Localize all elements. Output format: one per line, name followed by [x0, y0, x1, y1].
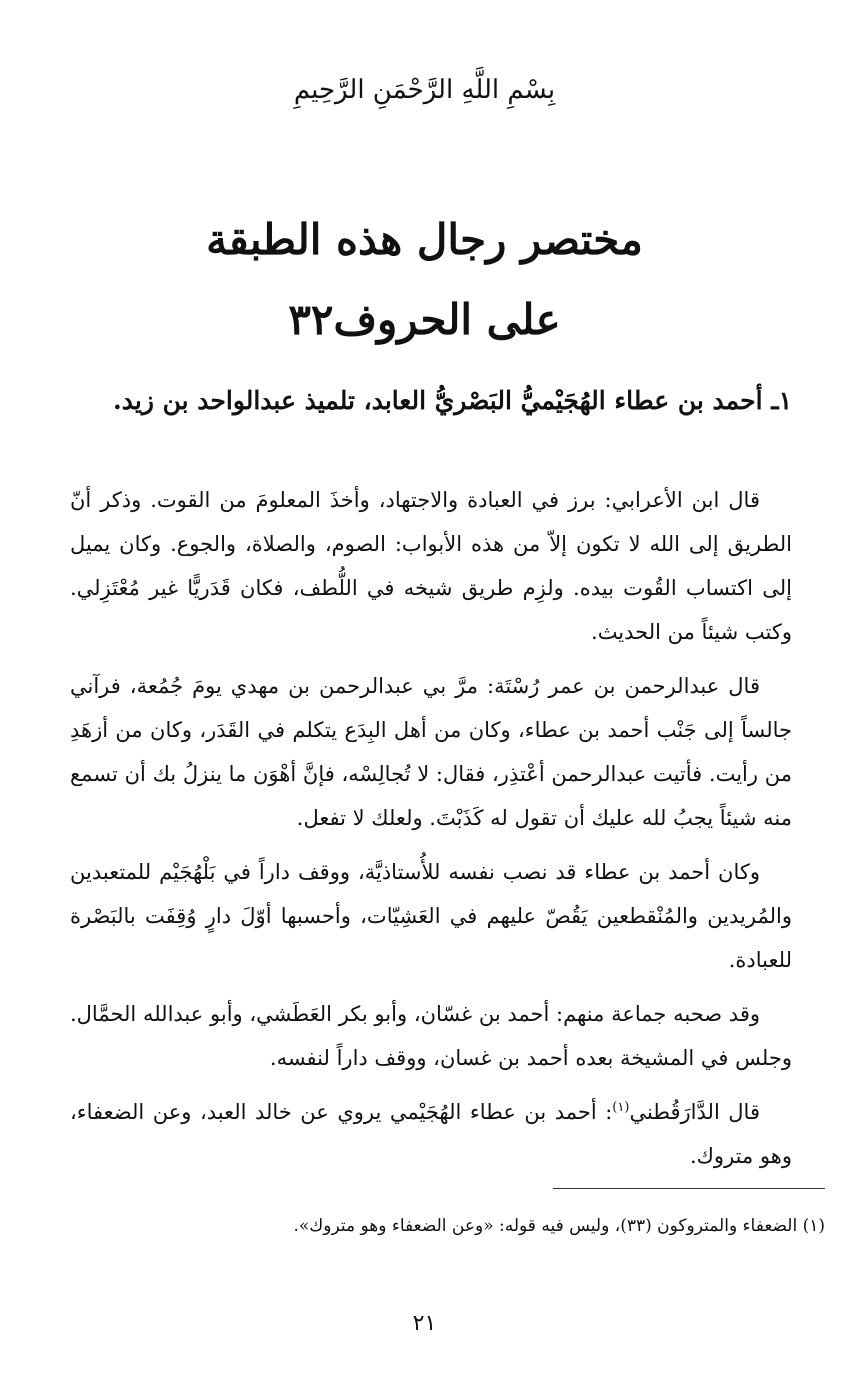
page-number: ٢١: [412, 1311, 437, 1336]
chapter-title-line-1: مختصر رجال هذه الطبقة: [206, 215, 643, 264]
paragraph-5-rest: : أحمد بن عطاء الهُجَيْمي يروي عن خالد العبد، وعن الضعفاء، وهو متروك.: [70, 1100, 792, 1168]
chapter-title-line-2: على الحروف٣٢: [288, 295, 561, 344]
paragraph-3: وكان أحمد بن عطاء قد نصب نفسه للأُستاذيَّة، ووقف داراً في بَلْهُجَيْم للمتعبدين والمُريدين والمُنْقطعين يَقُصّ عليهم في العَشِيّات، وأحسبها أوّلَ دارٍ وُقِفَت بالبَصْرة للعبادة.: [70, 860, 792, 972]
paragraph-1: قال ابن الأعرابي: برز في العبادة والاجتهاد، وأخذَ المعلومَ من القوت. وذكر أنّ الطريق إلى الله لا تكون إلاّ من هذه الأبواب: الصوم، والصلاة، والجوع. وكان يميل إلى اكتساب القُوت بيده. ولزِم طريق شيخه في اللُّطف، فكان قَدَريًّا غير مُعْتَزِلي. وكتب شيئاً من الحديث.: [70, 488, 792, 644]
body-text: [70, 478, 792, 1188]
footnote-separator: [553, 1188, 825, 1189]
paragraph-4: وقد صحبه جماعة منهم: أحمد بن غسّان، وأبو بكر العَطَشي، وأبو عبدالله الحمَّال. وجلس في المشيخة بعده أحمد بن غسان، ووقف داراً لنفسه.: [70, 1002, 792, 1070]
footnote: (١) الضعفاء والمتروكون (٣٣)، وليس فيه قوله: «وعن الضعفاء وهو متروك».: [293, 1216, 825, 1236]
footnote-reference: (١): [612, 1100, 630, 1115]
paragraph-2: قال عبدالرحمن بن عمر رُسْتَة: مرَّ بي عبدالرحمن بن مهدي يومَ جُمُعة، فرآني جالساً إلى جَنْب أحمد بن عطاء، وكان من أهل البِدَع يتكلم في القَدَر، وكان من أزهَدِ من رأيت. فأتيت عبدالرحمن أعْتذِر، فقال: لا تُجالِسْه، فإنَّ أهْوَن ما ينزلُ بك أن تسمع منه شيئاً يجبُ لله عليك أن تقول له كَذَبْتَ. ولعلك لا تفعل.: [70, 674, 792, 830]
basmala-heading: بِسْمِ اللَّهِ الرَّحْمَنِ الرَّحِيمِ: [293, 75, 556, 105]
paragraph-5-lead: قال الدَّارَقُطني: [629, 1100, 760, 1124]
paragraph-5: [70, 1090, 792, 1178]
entry-heading: ١ـ أحمد بن عطاء الهُجَيْميُّ البَصْريُّ العابد، تلميذ عبدالواحد بن زيد.: [113, 386, 792, 415]
